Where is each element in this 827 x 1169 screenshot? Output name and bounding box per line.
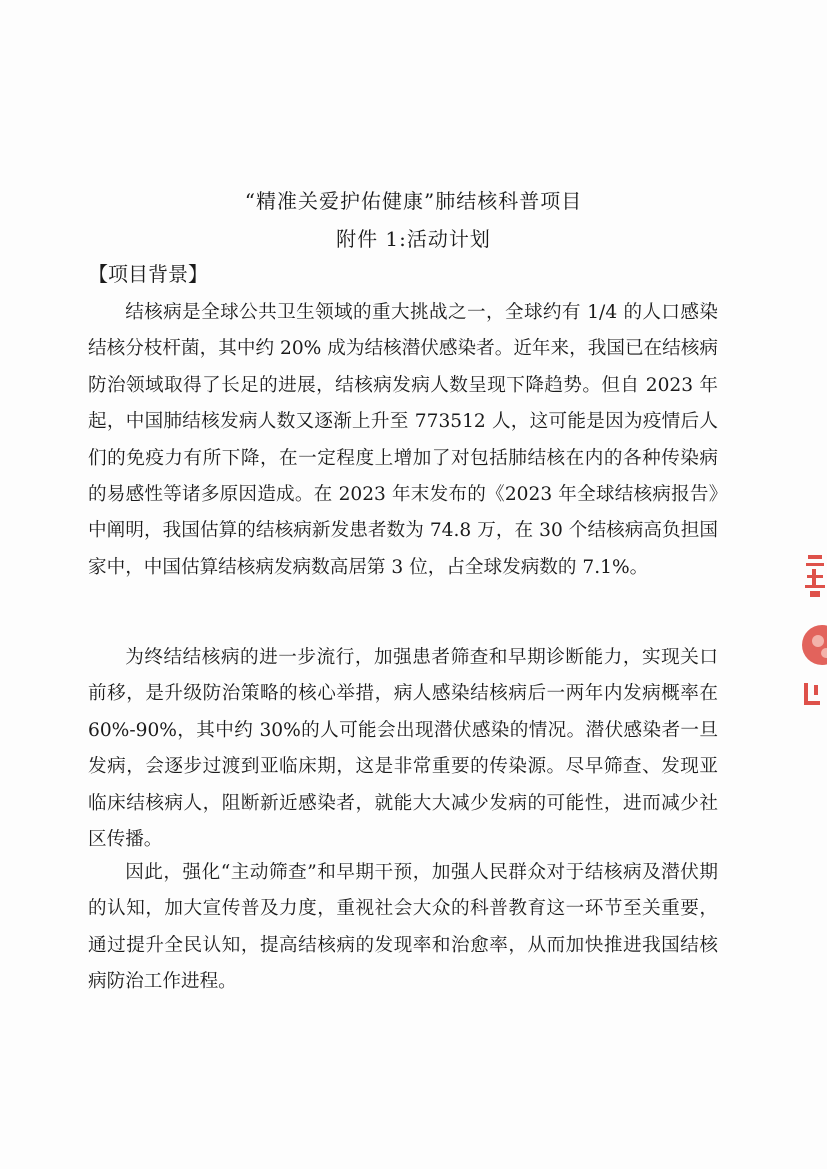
document-title: “精准关爱护佑健康”肺结核科普项目 — [244, 189, 583, 213]
paragraph-1: 结核病是全球公共卫生领域的重大挑战之一，全球约有 1/4 的人口感染结核分枝杆菌，其中约 20% 成为结核潜伏感染者。近年来，我国已在结核病防治领域取得了长足的进展，结核病发病人数呈现下降趋势。但自 2023 年起，中国肺结核发病人数又逐渐上升至 773512 人，这可能是因为疫情后人们的免疫力有所下降，在一定程度上增加了对包括肺结核在内的各种传染病的易感性等诸多原因造成。在 2023 年末发布的《2023 年全球结核病报告》中阐明，我国估算的结核病新发患者数为 74.8 万，在 30 个结核病高负担国家中，中国估算结核病发病数高居第 3 位，占全球发病数的 7.1%。 — [88, 302, 718, 578]
paragraph-3: 因此，强化“主动筛查”和早期干预，加强人民群众对于结核病及潜伏期的认知，加大宣传普及力度，重视社会大众的科普教育这一环节至关重要，通过提升全民认知，提高结核病的发现率和治愈率，从而加快推进我国结核病防治工作进程。 — [88, 862, 718, 993]
paragraph-2: 为终结结核病的进一步流行，加强患者筛查和早期诊断能力，实现关口前移，是升级防治策略的核心举措，病人感染结核病后一两年内发病概率在 60%-90%，其中约 30%的人可能会出现潜伏感染的情况。潜伏感染者一旦发病，会逐步过渡到亚临床期，这是非常重要的传染源。尽早筛查、发现亚临床结核病人，阻断新近感染者，就能大大减少发病的可能性，进而减少社区传播。 — [88, 647, 718, 851]
document-subtitle: 附件 1:活动计划 — [336, 227, 491, 251]
section-heading-background: 【项目背景】 — [88, 262, 208, 286]
red-seal-icon — [796, 545, 827, 725]
